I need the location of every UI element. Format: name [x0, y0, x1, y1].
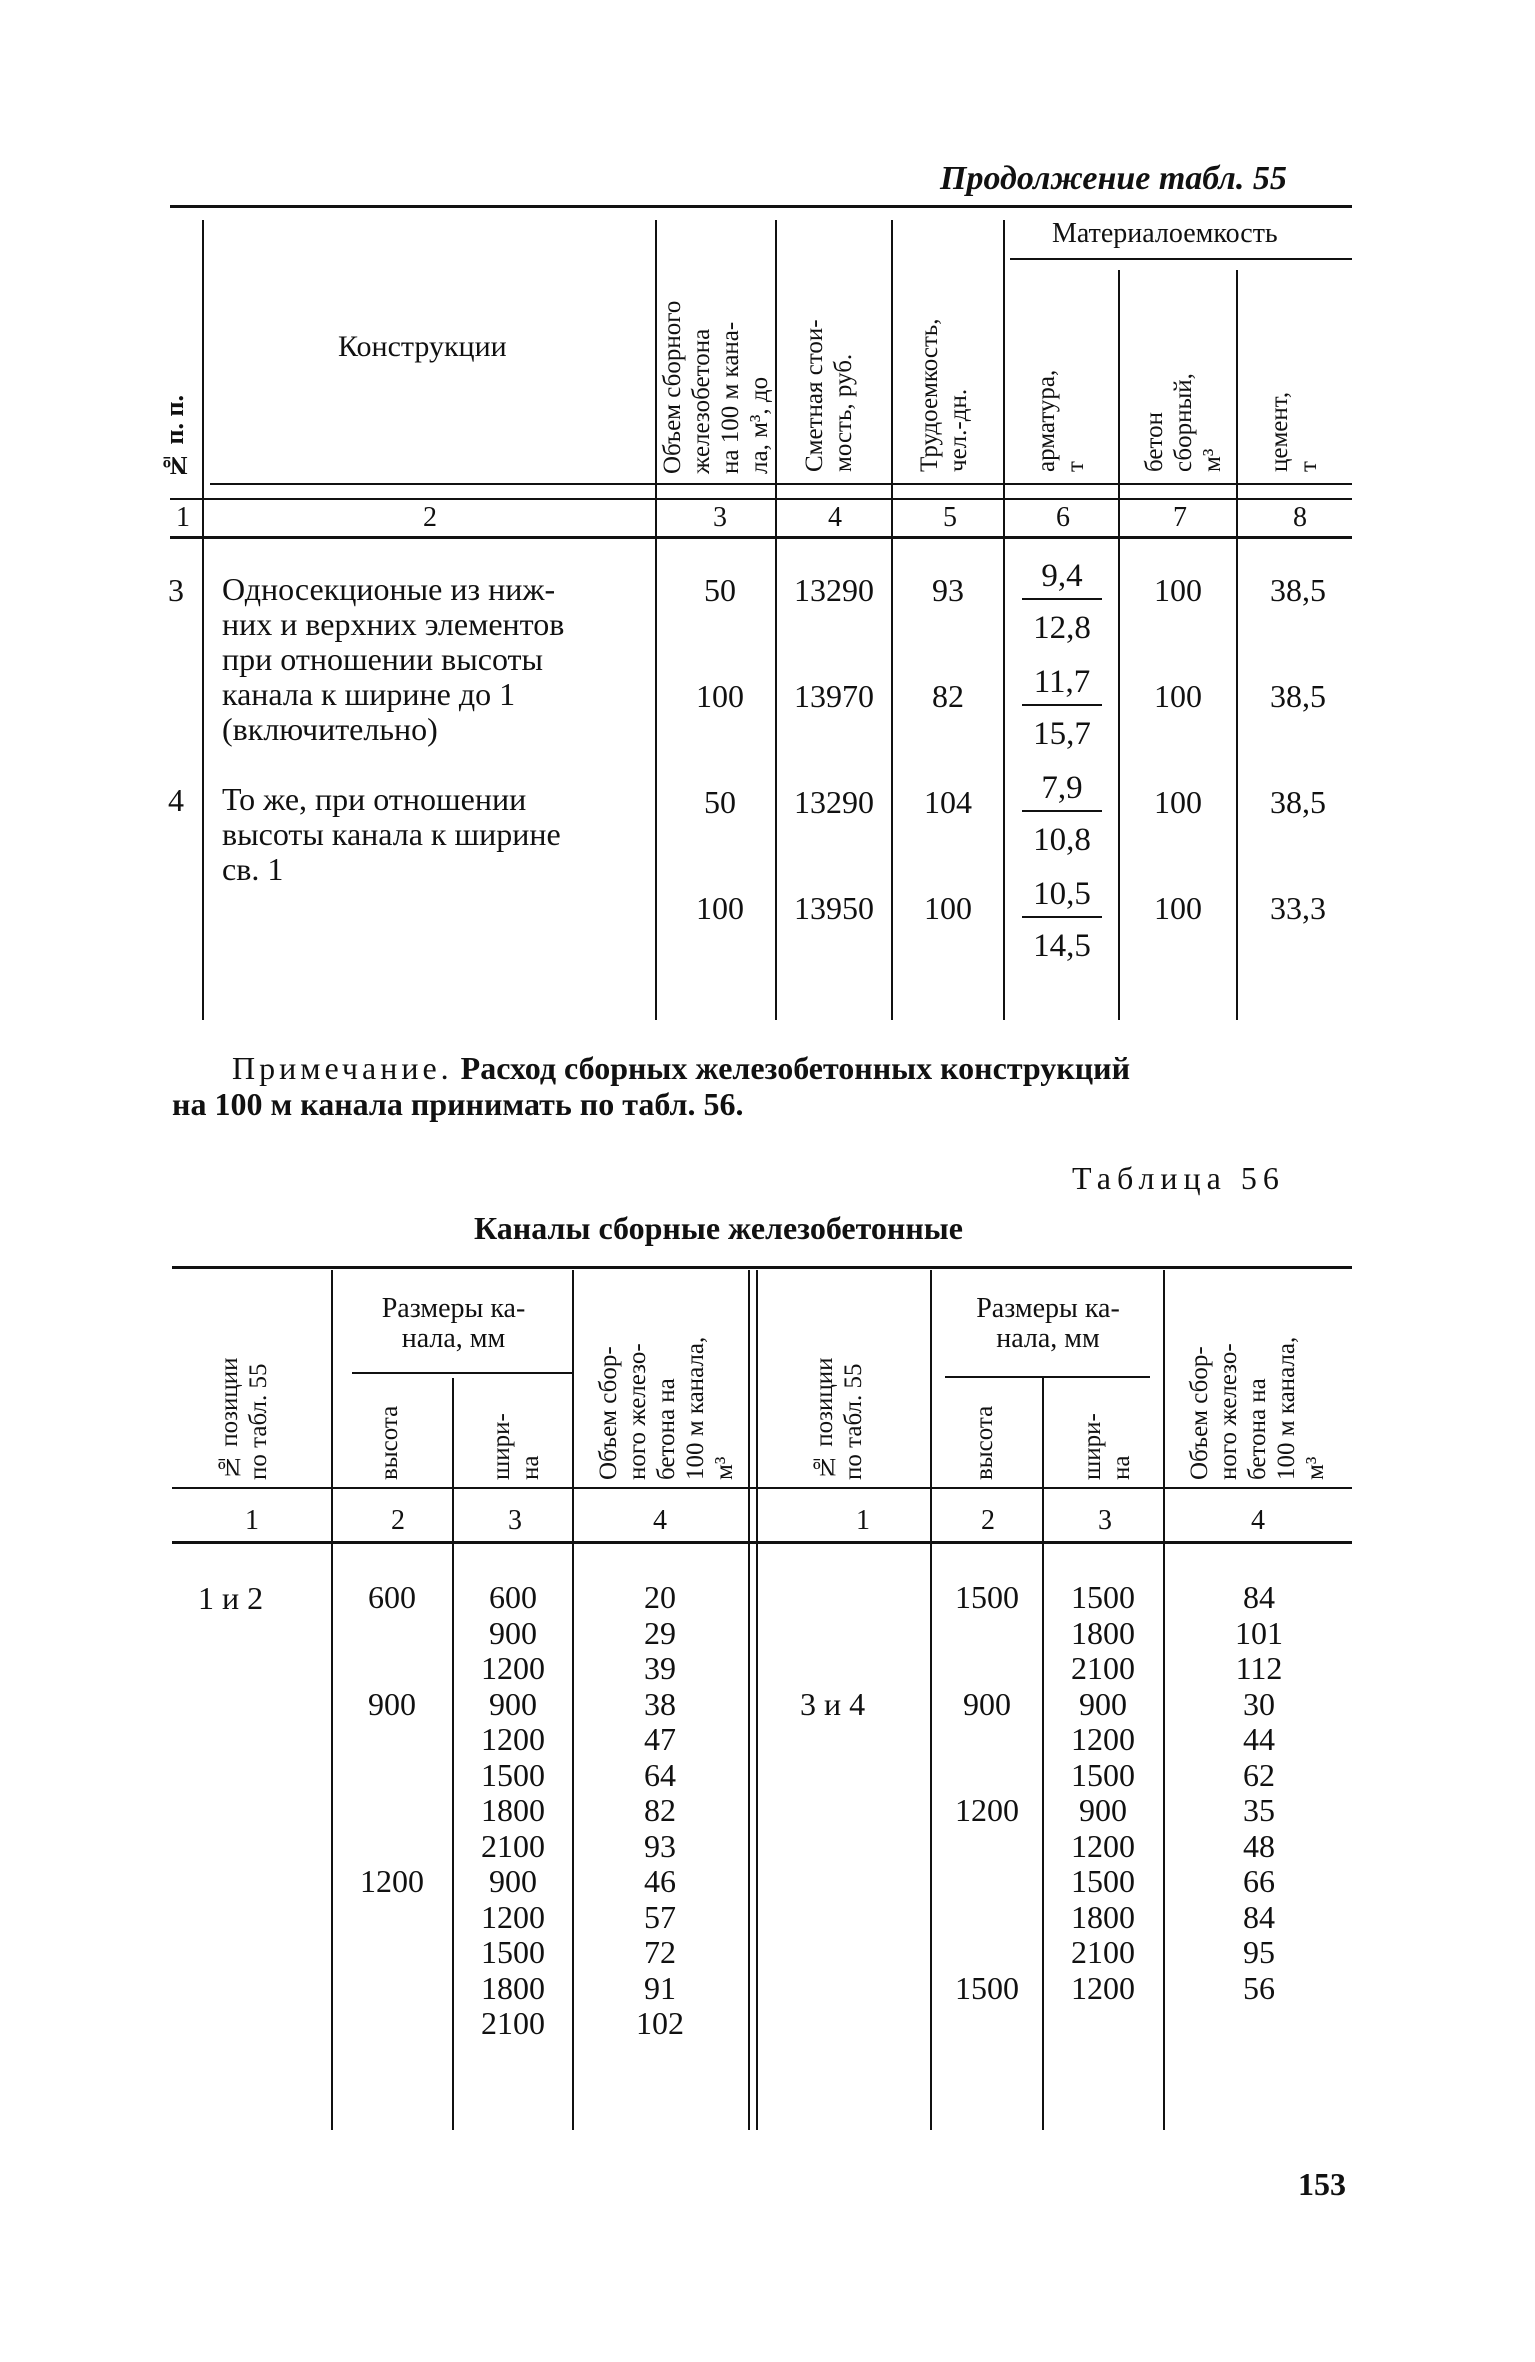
row-description: То же, при отношении высоты канала к ширине св. 1	[222, 781, 561, 887]
width-column: 600 900 1200 900 1200 1500 1800 2100 900 1200 1500 1800 2100	[481, 1579, 545, 2041]
cell-cement: 33,3	[1270, 890, 1326, 926]
header-materials: Материалоемкость	[1052, 218, 1278, 249]
header-cement: цемент, т	[1266, 391, 1322, 472]
header-volume: Объем сбор- ного железо- бетона на 100 м канала, м³	[1186, 1336, 1329, 1480]
cell-concrete: 100	[1154, 784, 1202, 820]
col-number: 4	[1251, 1505, 1265, 1536]
cell-rebar: $\frac{9,4}{12,8}$	[1022, 558, 1102, 646]
note-label: Примечание.	[232, 1050, 453, 1086]
col-number: 2	[391, 1505, 405, 1536]
volume-column: 84 101 112 30 44 62 35 48 66 84 95 56	[1235, 1579, 1283, 2006]
header-construction: Конструкции	[338, 330, 507, 363]
cell-cost: 13290	[794, 784, 874, 820]
cell-cement: 38,5	[1270, 784, 1326, 820]
header-height: высота	[376, 1405, 403, 1480]
cell-concrete: 100	[1154, 890, 1202, 926]
position-cell: 3 и 4	[800, 1686, 866, 1722]
volume-column: 20 29 39 38 47 64 82 93 46 57 72 91 102	[636, 1579, 684, 2041]
col-number: 1	[176, 502, 190, 533]
col-number: 8	[1293, 502, 1307, 533]
header-sizes: Размеры ка- нала, мм	[381, 1293, 526, 1354]
col-number: 5	[943, 502, 957, 533]
header-volume: Объем сборного железобетона на 100 м кана- ла, м³, до	[659, 300, 773, 474]
header-width: шири- на	[1079, 1413, 1135, 1480]
header-sizes: Размеры ка- нала, мм	[976, 1293, 1120, 1354]
header-num: № п. п.	[160, 395, 189, 480]
header-cost: Сметная стои- мость, руб.	[801, 319, 857, 472]
height-column: 600 900 1200	[360, 1579, 424, 1899]
header-position: № позиции по табл. 55	[216, 1357, 272, 1480]
header-width: шири- на	[488, 1413, 544, 1480]
position-cell: 1 и 2	[198, 1580, 264, 1616]
table-56-title: Каналы сборные железобетонные	[474, 1210, 963, 1246]
header-position: № позиции по табл. 55	[811, 1357, 867, 1480]
width-column: 1500 1800 2100 900 1200 1500 900 1200 1500 1800 2100 1200	[1071, 1579, 1135, 2006]
header-height: высота	[971, 1405, 998, 1480]
header-concrete: бетон сборный, м³	[1141, 373, 1226, 472]
col-number: 3	[713, 502, 727, 533]
header-rebar: арматура, т	[1033, 369, 1089, 472]
row-description: Односекционые из ниж- них и верхних элементов при отношении высоты канала к ширине до 1 (включительно)	[222, 571, 565, 747]
col-number: 3	[1098, 1505, 1112, 1536]
row-num: 4	[168, 782, 184, 818]
col-number: 3	[508, 1505, 522, 1536]
cell-labor: 100	[924, 890, 972, 926]
note	[232, 1050, 1130, 1087]
cell-cement: 38,5	[1270, 572, 1326, 608]
header-volume: Объем сбор- ного железо- бетона на 100 м канала, м³	[595, 1336, 738, 1480]
continuation-header: Продолжение табл. 55	[940, 160, 1287, 197]
height-column: 1500 900 1200 1500	[955, 1579, 1019, 2006]
col-number: 2	[981, 1505, 995, 1536]
col-number: 4	[828, 502, 842, 533]
col-number: 1	[856, 1505, 870, 1536]
cell-volume: 50	[704, 784, 736, 820]
cell-cement: 38,5	[1270, 678, 1326, 714]
cell-concrete: 100	[1154, 678, 1202, 714]
note-text: Расход сборных железобетонных конструкций	[460, 1050, 1131, 1086]
cell-labor: 82	[932, 678, 964, 714]
cell-volume: 100	[696, 890, 744, 926]
note-text-continued: на 100 м канала принимать по табл. 56.	[172, 1086, 744, 1122]
header-labor: Трудоемкость, чел.-дн.	[916, 318, 972, 472]
page-number: 153	[1298, 2166, 1346, 2202]
cell-labor: 93	[932, 572, 964, 608]
cell-volume: 50	[704, 572, 736, 608]
table-56-caption: Таблица 56	[1072, 1160, 1285, 1196]
cell-cost: 13290	[794, 572, 874, 608]
col-number: 4	[653, 1505, 667, 1536]
row-num: 3	[168, 572, 184, 608]
col-number: 7	[1173, 502, 1187, 533]
col-number: 6	[1056, 502, 1070, 533]
cell-rebar: $\frac{11,7}{15,7}$	[1022, 664, 1102, 752]
cell-labor: 104	[924, 784, 972, 820]
cell-volume: 100	[696, 678, 744, 714]
cell-concrete: 100	[1154, 572, 1202, 608]
col-number: 2	[423, 502, 437, 533]
cell-rebar: $\frac{10,5}{14,5}$	[1022, 876, 1102, 964]
cell-cost: 13950	[794, 890, 874, 926]
cell-cost: 13970	[794, 678, 874, 714]
col-number: 1	[245, 1505, 259, 1536]
cell-rebar: $\frac{7,9}{10,8}$	[1022, 770, 1102, 858]
